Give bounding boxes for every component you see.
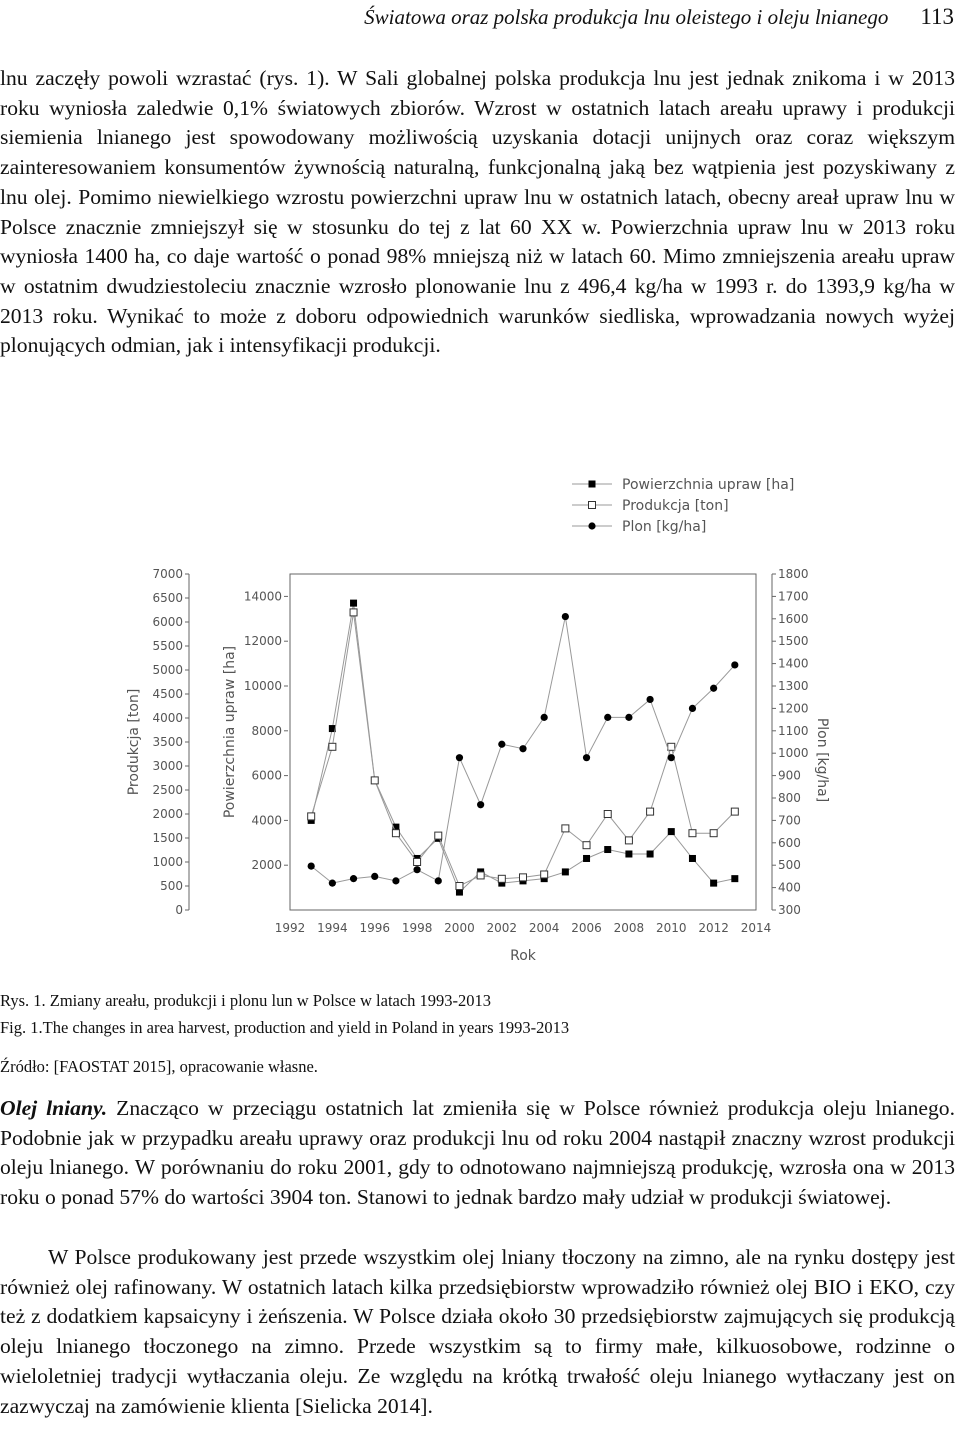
data-point-yield [329,880,336,887]
tick-label-area: 6000 [251,768,282,783]
tick-label-yield: 1100 [778,723,809,738]
data-point-area [731,875,738,882]
data-point-yield [371,873,378,880]
tick-label-production: 2500 [152,783,183,797]
tick-label-yield: 800 [778,791,801,805]
paragraph-2-lead: Olej lniany. [0,1096,108,1120]
x-axis-title: Rok [510,948,536,964]
data-point-yield [413,866,420,873]
legend-marker [589,481,596,488]
data-point-production [625,837,632,844]
data-point-yield [541,714,548,721]
tick-label-yield: 1700 [778,589,809,604]
data-point-yield [710,685,717,692]
data-point-production [562,825,569,832]
tick-label-production: 5500 [152,639,183,653]
data-point-yield [435,877,442,884]
tick-label-production: 1000 [152,855,183,869]
axis-title-production: Produkcja [ton] [126,688,142,796]
data-point-production [329,743,336,750]
legend-marker [588,522,595,529]
data-point-production [710,830,717,837]
data-point-yield [477,801,484,808]
legend-label: Produkcja [ton] [622,498,729,514]
tick-label-yield: 1400 [778,656,809,671]
x-tick-label: 2014 [740,921,772,935]
legend-label: Plon [kg/ha] [622,519,707,535]
data-point-production [520,874,527,881]
tick-label-yield: 1800 [778,567,809,581]
data-point-yield [646,696,653,703]
data-point-area [625,851,632,858]
figure-caption-en: Fig. 1.The changes in area harvest, production and yield in Poland in years 1993-2013 [0,1018,570,1037]
data-point-yield [689,705,696,712]
tick-label-production: 5000 [152,663,183,677]
tick-label-production: 500 [160,879,183,893]
paragraph-3: W Polsce produkowany jest przede wszystkim olej lniany tłoczony na zimno, ale na rynku dostępy jest również olej rafinowany. W ostatnich latach kilka przedsiębiorstw wprowadziło również olej BIO i EKO, czy też z dodatkiem kapsaicyny i żeńszenia. W Polsce działa około 30 przedsiębiorstw zajmujących się produkcją oleju lnianego tłoczonego na zimno. Przede wszystkim są to firmy małe, kilkuosobowe, rodzinne o wieloletniej tradycji wytłaczania oleju. Ze względu na krótką trwałość oleju lnianego wytłaczany jest on zazwyczaj na zamówienie klienta [Sielicka 2014]. [0,1245,955,1418]
data-point-production [456,883,463,890]
axis-title-yield: Plon [kg/ha] [814,717,830,803]
data-point-area [350,600,357,607]
tick-label-production: 2000 [152,807,183,821]
data-point-production [689,830,696,837]
data-point-yield [604,714,611,721]
data-point-yield [625,714,632,721]
tick-label-area: 14000 [243,589,282,604]
tick-label-yield: 1200 [778,701,809,716]
tick-label-production: 4000 [152,711,183,725]
data-point-yield [392,877,399,884]
data-point-area [689,855,696,862]
x-tick-label: 2006 [571,921,602,935]
data-point-yield [519,745,526,752]
x-tick-label: 1998 [401,921,433,935]
x-tick-label: 1996 [359,921,391,935]
figure-caption-pl: Rys. 1. Zmiany areału, produkcji i plonu lun w Polsce w latach 1993-2013 [0,991,492,1010]
data-point-production [414,859,421,866]
x-tick-label: 1994 [317,921,348,935]
tick-label-production: 7000 [152,567,183,581]
x-tick-label: 2008 [613,921,645,935]
tick-label-yield: 1600 [778,611,809,626]
paragraph-1: lnu zaczęły powoli wzrastać (rys. 1). W Sali globalnej polska produkcja lnu jest jednak znikoma i w 2013 roku wyniosła zaledwie 0,1% światowych zbiorów. Wzrost w ostatnich latach areału uprawy i produkcji siemienia lnianego jest spowodowany możliwością uzyskania dotacji unijnych oraz coraz większym zainteresowaniem konsumentów żywnością naturalną, funkcjonalną jaką bez wątpienia jest pozyskiwany z lnu olej. Pomimo niewielkiego wzrostu powierzchni upraw lnu w ostatnich latach, obecny areał upraw lnu w Polsce znacznie zmniejszył się w stosunku do tej z lat 60 XX w. Powierzchnia upraw lnu w 2013 roku wyniosła 1400 ha, co daje wartość o ponad 98% mniejszą niż w latach 60. Mimo zmniejszenia areału upraw w ostatnim dwudziestoleciu znacznie wzrosło plonowanie lnu z 496,4 kg/ha w 1993 r. do 1393,9 kg/ha w 2013 roku. Wynikać to może z doboru odpowiednich warunków siedliska, wprowadzania nowych wyżej plonujących odmian, jak i intensyfikacji produkcji. [0,66,955,358]
tick-label-yield: 500 [778,858,801,873]
x-tick-label: 2012 [698,921,729,935]
paragraph-2 [0,1094,955,1213]
data-point-area [647,851,654,858]
tick-label-yield: 700 [778,813,801,828]
tick-label-area: 10000 [243,679,282,693]
data-point-production [583,842,590,849]
data-point-yield [456,754,463,761]
chart-series [308,600,739,896]
data-point-yield [731,661,738,668]
data-point-production [731,808,738,815]
x-tick-label: 1992 [274,921,306,935]
figure-chart [110,470,830,970]
x-tick-label: 2004 [528,921,560,935]
chart-legend [572,477,794,535]
running-title: Światowa oraz polska produkcja lnu oleistego i oleju lnianego [364,5,889,29]
tick-label-area: 2000 [251,858,282,873]
tick-label-production: 3000 [152,759,183,773]
data-point-production [647,808,654,815]
x-tick-label: 2002 [486,921,518,935]
chart-axes [126,567,830,964]
x-tick-label: 2010 [655,921,687,935]
data-point-production [371,777,378,784]
tick-label-yield: 300 [778,903,801,917]
data-point-production [435,832,442,839]
legend-label: Powierzchnia upraw [ha] [622,477,795,493]
plot-frame [290,574,756,910]
tick-label-production: 6000 [152,615,183,629]
x-tick-label: 2000 [444,921,475,935]
page-number: 113 [920,4,954,29]
tick-label-production: 3500 [152,735,183,749]
tick-label-production: 1500 [152,831,183,845]
data-point-production [392,830,399,837]
data-point-production [668,743,675,750]
data-point-area [668,828,675,835]
data-point-yield [562,613,569,620]
tick-label-area: 12000 [243,634,282,649]
axis-title-area: Powierzchnia upraw [ha] [222,645,238,819]
data-point-production [541,871,548,878]
data-point-area [562,868,569,875]
data-point-yield [308,862,315,869]
data-point-yield [583,754,590,761]
data-point-yield [350,875,357,882]
data-point-yield [498,741,505,748]
legend-marker [589,502,596,509]
tick-label-yield: 600 [778,835,801,850]
data-point-area [583,855,590,862]
data-point-production [604,811,611,818]
tick-label-yield: 900 [778,768,801,783]
tick-label-yield: 1000 [778,746,809,761]
data-point-production [350,609,357,616]
data-point-production [477,872,484,879]
tick-label-production: 4500 [152,687,183,701]
figure-source: Źródło: [FAOSTAT 2015], opracowanie własne. [0,1057,318,1076]
data-point-production [308,813,315,820]
tick-label-production: 0 [175,903,183,917]
tick-label-yield: 1500 [778,634,809,649]
tick-label-yield: 1300 [778,679,809,693]
data-point-area [710,880,717,887]
paragraph-2-text: Znacząco w przeciągu ostatnich lat zmieniła się w Polsce również produkcja oleju lnianego. Podobnie jak w przypadku areału uprawy oraz produkcji lnu od roku 2004 nastąpił znaczny wzrost produkcji oleju lnianego. W porównaniu do roku 2001, gdy to odnotowano najmniejszą produkcję, wzrosła ona w 2013 roku o ponad 57% do wartości 3904 ton. Stanowi to jednak bardzo mały udział w produkcji światowej. [0,1096,955,1210]
data-point-production [498,875,505,882]
tick-label-yield: 400 [778,880,801,895]
tick-label-production: 6500 [152,591,183,605]
data-point-area [604,846,611,853]
tick-label-area: 8000 [251,723,282,738]
data-point-yield [668,754,675,761]
tick-label-area: 4000 [251,813,282,828]
running-header [0,4,954,32]
